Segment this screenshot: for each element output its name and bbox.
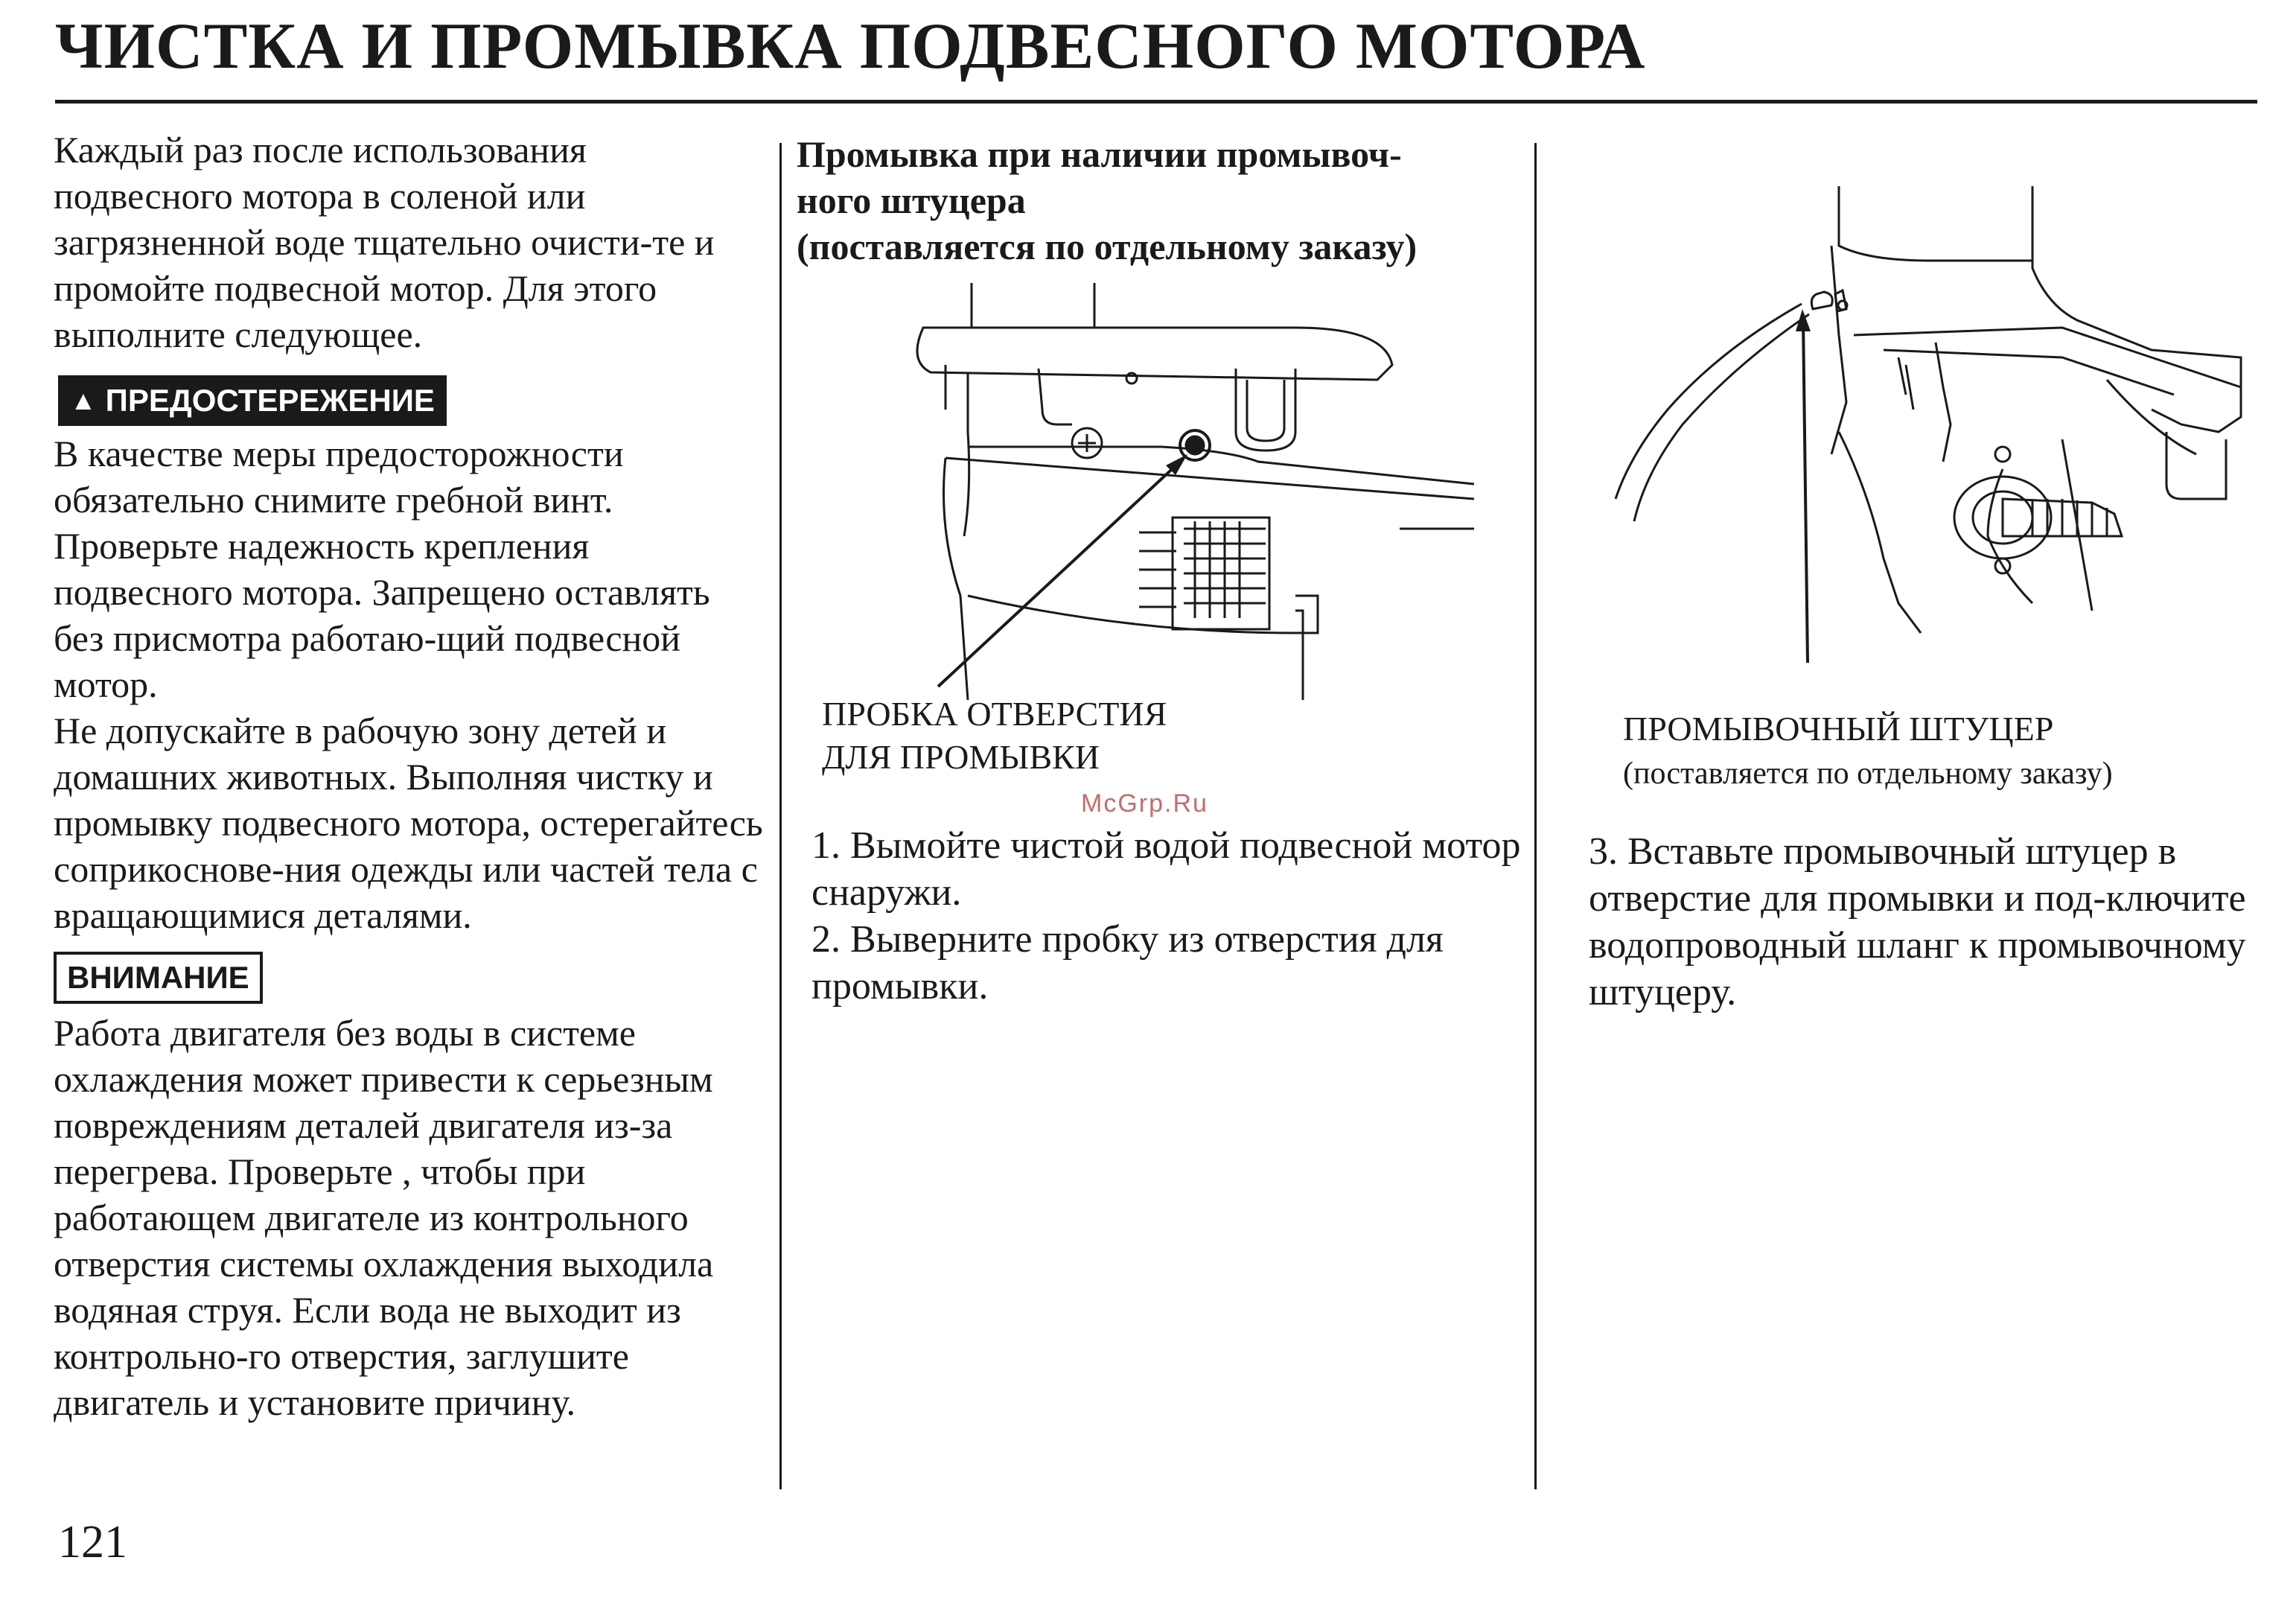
fitting-caption xyxy=(1623,707,2113,794)
watermark: McGrp.Ru xyxy=(1081,789,1208,818)
warning-label xyxy=(58,375,447,426)
pointer-arrow xyxy=(938,462,1180,687)
left-column xyxy=(54,127,768,1425)
steps-list-2 xyxy=(1589,828,2289,1016)
intro-paragraph: Каждый раз после использования подвесного мотора в соленой или загрязненной воде тщательно очисти-те и промойте подвесной мотор. Для этого выполните следующее. xyxy=(54,129,715,355)
page-number: 121 xyxy=(58,1517,127,1568)
section-heading-line: (поставляется по отдельному заказу) xyxy=(797,226,1418,267)
warning-paragraph: Не допускайте в рабочую зону детей и домашних животных. Выполняя чистку и промывку подвесного мотора, остерегайтесь соприкоснове-ния одежды или частей тела с вращающимися деталями. xyxy=(54,710,763,936)
flush-plug-illustration xyxy=(819,283,1489,700)
middle-column xyxy=(797,131,1534,270)
step-item: 1. Вымойте чистой водой подвесной мотор снаружи. xyxy=(811,824,1521,914)
flushing-fitting-illustration xyxy=(1586,186,2256,678)
notice-paragraph: Работа двигателя без воды в системе охлаждения может привести к серьезным повреждениям деталей двигателя из-за перегрева. Проверьте , чтобы при работающем двигателе из контрольного отверстия системы охлаждения выходила водяная струя. Если вода не выходит из контрольно-го отверстия, заглушите двигатель и установите причину. xyxy=(54,1012,714,1423)
pointer-arrow xyxy=(1803,320,1808,663)
flush-plug-caption xyxy=(822,693,1167,779)
caption-line: ПРОМЫВОЧНЫЙ ШТУЦЕР xyxy=(1623,710,2054,748)
page-title: ЧИСТКА И ПРОМЫВКА ПОДВЕСНОГО МОТОРА xyxy=(55,10,1646,83)
warning-label-text: ПРЕДОСТЕРЕЖЕНИЕ xyxy=(105,383,435,418)
section-heading-line: Промывка при наличии промывоч- xyxy=(797,133,1402,175)
caption-line: ПРОБКА ОТВЕРСТИЯ xyxy=(822,695,1167,733)
step-item: 3. Вставьте промывочный штуцер в отверстие для промывки и под-ключите водопроводный шланг к промывочному штуцеру. xyxy=(1589,830,2246,1013)
section-heading-line: ного штуцера xyxy=(797,179,1026,221)
step-item: 2. Выверните пробку из отверстия для промывки. xyxy=(811,918,1444,1008)
warning-paragraph: В качестве меры предосторожности обязательно снимите гребной винт. Проверьте надежность крепления подвесного мотора. Запрещено оставлять без присмотра работаю-щий подвесной мотор. xyxy=(54,433,710,705)
caption-line-small: (поставляется по отдельному заказу) xyxy=(1623,757,2113,791)
title-rule xyxy=(55,100,2257,104)
steps-list-1 xyxy=(811,822,1534,1010)
warning-triangle-icon: ▲ xyxy=(70,385,97,416)
notice-label: ВНИМАНИЕ xyxy=(54,952,263,1004)
column-divider-1 xyxy=(779,143,782,1489)
column-divider-2 xyxy=(1534,143,1537,1489)
caption-line: ДЛЯ ПРОМЫВКИ xyxy=(822,738,1100,776)
section-heading xyxy=(797,131,1534,270)
